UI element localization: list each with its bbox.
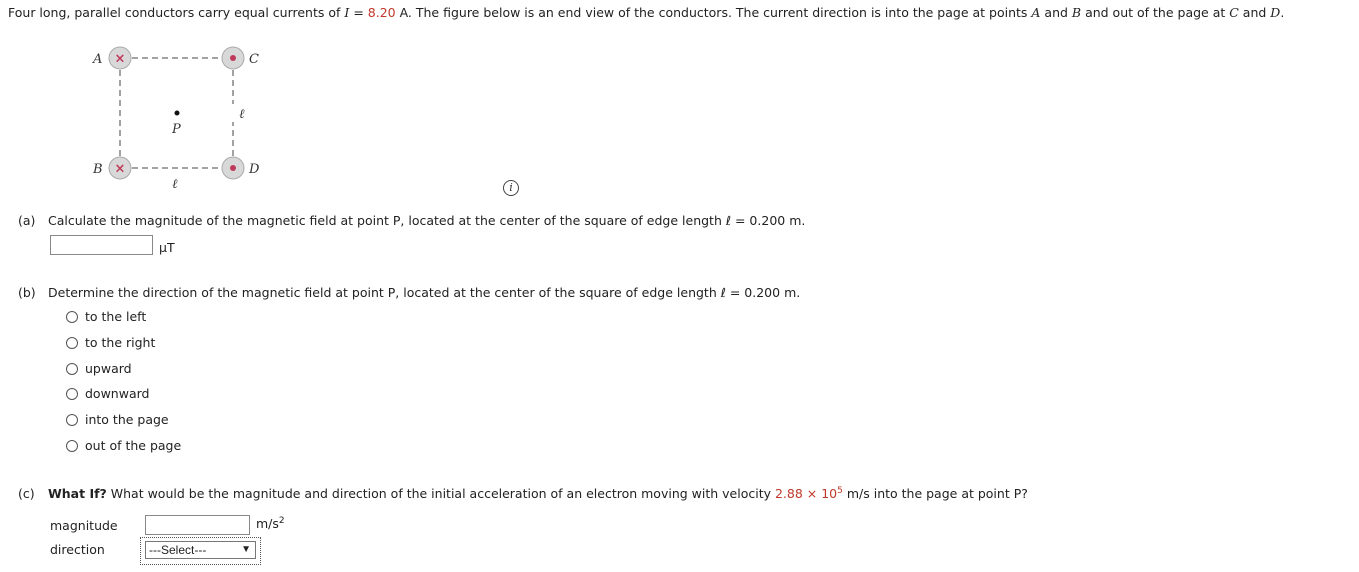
part-b-question [18, 285, 800, 300]
radio-button[interactable] [66, 388, 78, 400]
direction-select[interactable]: ---Select--- ▼ [145, 541, 256, 559]
magnitude-unit: $m/s^2$ [256, 516, 285, 532]
part-a-label: (a) [18, 213, 36, 228]
conductor-A [109, 47, 131, 69]
part-c-label: (c) [18, 486, 35, 502]
conductor-figure [80, 38, 280, 188]
conductor-C [222, 47, 244, 69]
radio-option-upward[interactable]: upward [66, 361, 181, 387]
direction-radio-group [66, 309, 181, 464]
into-page-icon: × [114, 161, 126, 177]
part-c-question: (c) What If? What would be the magnitude and direction of the initial acceleration of an electron moving with velocity $2.88 \times 10^5$ m/s into the page at point P? [18, 486, 1028, 502]
current-value: 8.20 [367, 5, 396, 20]
label-edge-bottom: ℓ [172, 177, 178, 188]
part-b-label: (b) [18, 285, 36, 300]
radio-option-left[interactable]: to the left [66, 309, 181, 335]
velocity-value: $2.88 \times 10^5$ [774, 486, 843, 502]
info-icon[interactable]: i [503, 180, 519, 196]
label-D: D [249, 162, 260, 177]
radio-button[interactable] [66, 440, 78, 452]
part-a-unit: µT [159, 240, 175, 255]
label-P: P [172, 122, 181, 137]
chevron-down-icon: ▼ [241, 544, 251, 555]
problem-intro: Four long, parallel conductors carry equal currents of I = 8.20 A. The figure below is an end view of the conductors. The current direction is into the page at points A and B and out of the page at C and D. [8, 5, 1285, 20]
part-a-text: Calculate the magnitude of the magnetic field at point P, located at the center of the square of edge length ℓ = 0.200 m. [48, 213, 806, 228]
label-A: A [93, 52, 103, 67]
what-if-label: What If? [48, 486, 107, 502]
magnitude-label: magnitude [50, 518, 118, 533]
magnitude-input[interactable] [145, 515, 250, 535]
radio-option-into-page[interactable]: into the page [66, 412, 181, 438]
label-edge-right: ℓ [239, 107, 245, 122]
point-P-dot [175, 111, 180, 116]
label-B: B [93, 162, 103, 177]
radio-button[interactable] [66, 414, 78, 426]
radio-button[interactable] [66, 311, 78, 323]
radio-button[interactable] [66, 337, 78, 349]
conductor-D [222, 157, 244, 179]
into-page-icon: × [114, 51, 126, 67]
label-C: C [249, 52, 259, 67]
radio-option-right[interactable]: to the right [66, 335, 181, 361]
out-of-page-icon [230, 55, 236, 61]
part-b-text: Determine the direction of the magnetic field at point P, located at the center of the square of edge length ℓ = 0.200 m. [48, 285, 801, 300]
conductor-B [109, 157, 131, 179]
part-a-question [18, 213, 805, 228]
direction-label: direction [50, 542, 105, 557]
radio-option-out-of-page[interactable]: out of the page [66, 438, 181, 464]
radio-option-downward[interactable]: downward [66, 386, 181, 412]
radio-button[interactable] [66, 363, 78, 375]
part-a-answer-input[interactable] [50, 235, 153, 255]
out-of-page-icon [230, 165, 236, 171]
